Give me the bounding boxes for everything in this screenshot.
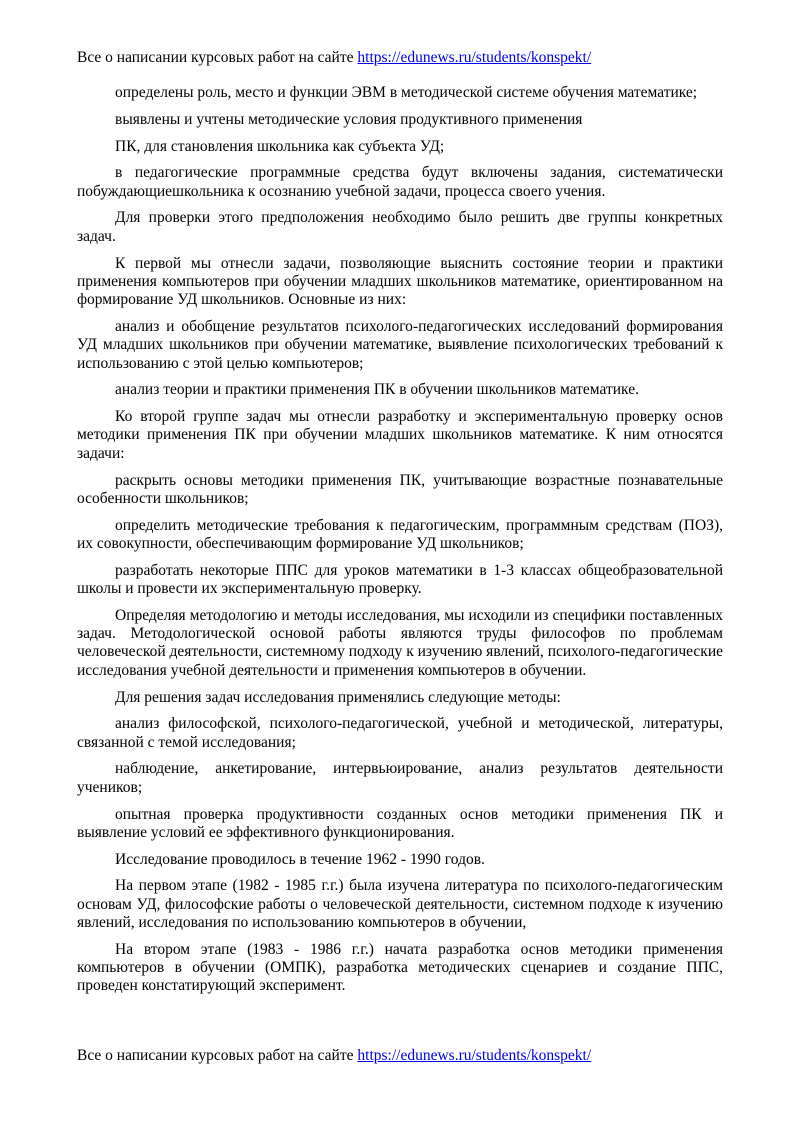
page-header xyxy=(77,48,591,67)
page-footer xyxy=(77,1046,591,1065)
footer-link[interactable]: https://edunews.ru/students/konspekt/ xyxy=(357,1047,592,1064)
paragraph: Для проверки этого предположения необходимо было решить две группы конкретных задач. xyxy=(77,209,723,245)
paragraph: анализ философской, психолого-педагогической, учебной и методической, литературы, связанной с темой исследования; xyxy=(77,715,723,751)
header-text: Все о написании курсовых работ на сайте xyxy=(77,49,358,66)
paragraph: Исследование проводилось в течение 1962 - 1990 годов. xyxy=(115,850,485,868)
paragraph: Для решения задач исследования применялись следующие методы: xyxy=(115,688,561,706)
paragraph: определить методические требования к педагогическим, программным средствам (ПОЗ), их совокупности, обеспечивающим формирование УД школьников; xyxy=(77,516,723,552)
paragraph: выявлены и учтены методические условия продуктивного применения xyxy=(115,110,583,128)
paragraph: Определяя методологию и методы исследования, мы исходили из специфики поставленных задач. Методологической основой работы являются труды философов по проблемам человеческой деятельности, системному подходу к изучению явлений, психолого-педагогические исследования учебной деятельности и применения компьютеров в обучении. xyxy=(77,606,723,679)
paragraph: опытная проверка продуктивности созданных основ методики применения ПК и выявление условий ее эффективного функционирования. xyxy=(77,805,723,841)
document-body xyxy=(77,84,723,1004)
paragraph: разработать некоторые ППС для уроков математики в 1-3 классах общеобразовательной школы и провести их экспериментальную проверку. xyxy=(77,561,723,598)
paragraph: анализ и обобщение результатов психолого-педагогических исследований формирования УД младших школьников при обучении математике, выявление психологических требований к использованию с этой целью компьютеров; xyxy=(77,317,723,372)
footer-text: Все о написании курсовых работ на сайте xyxy=(77,1047,358,1064)
paragraph: ПК, для становления школьника как субъекта УД; xyxy=(115,137,445,155)
paragraph: На первом этапе (1982 - 1985 г.г.) была изучена литература по психолого-педагогическим основам УД, философские работы о человеческой деятельности, системном подходе к изучению явлений, исследования по использованию компьютеров в обучении, xyxy=(77,877,723,931)
paragraph: Ко второй группе задач мы отнесли разработку и экспериментальную проверку основ методики применения ПК при обучении младших школьников математике. К ним относятся задачи: xyxy=(77,408,723,462)
paragraph: определены роль, место и функции ЭВМ в методической системе обучения математике; xyxy=(115,84,698,101)
paragraph: анализ теории и практики применения ПК в обучении школьников математике. xyxy=(115,381,639,399)
paragraph: раскрыть основы методики применения ПК, учитывающие возрастные познавательные особенности школьников; xyxy=(77,471,723,507)
paragraph: наблюдение, анкетирование, интервьюирование, анализ результатов деятельности учеников; xyxy=(77,760,723,796)
header-link[interactable]: https://edunews.ru/students/konspekt/ xyxy=(357,49,592,66)
paragraph: в педагогические программные средства будут включены задания, систематически побуждающиешкольника к осознанию учебной задачи, процесса своего учения. xyxy=(77,164,723,200)
paragraph: На втором этапе (1983 - 1986 г.г.) начата разработка основ методики применения компьютеров в обучении (ОМПК), разработка методических сценариев и создание ППС, проведен констатирующий эксперимент. xyxy=(77,940,723,995)
paragraph: К первой мы отнесли задачи, позволяющие выяснить состояние теории и практики применения компьютеров при обучении младших школьников математике, ориентированном на формирование УД школьников. Основные из них: xyxy=(77,254,723,309)
